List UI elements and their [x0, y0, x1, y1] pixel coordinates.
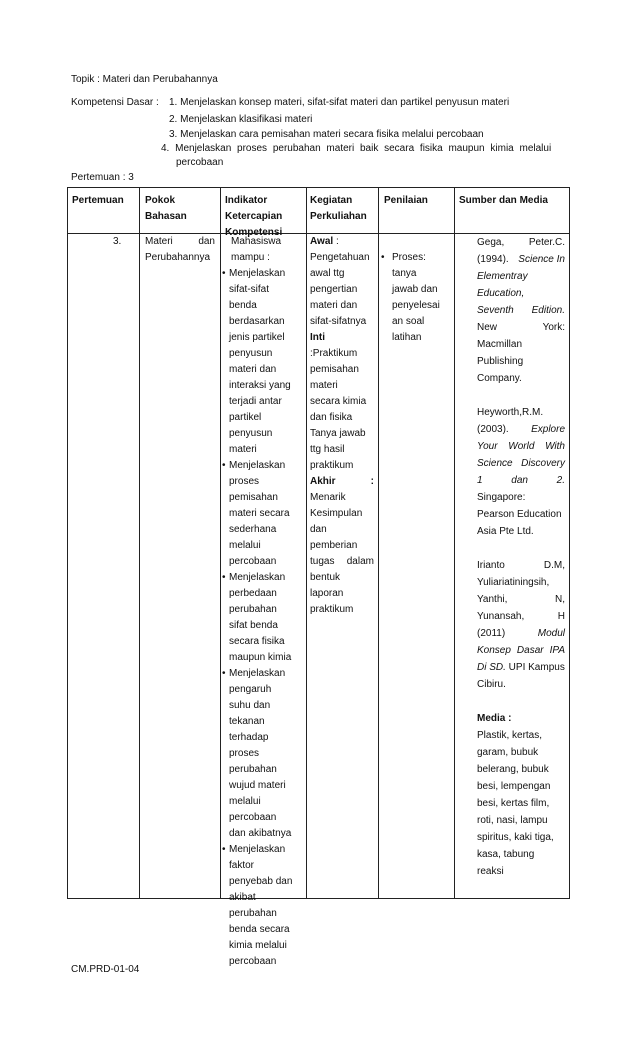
footer-code: CM.PRD-01-04 [71, 964, 140, 975]
media-line: spiritus, kaki tiga, [477, 832, 554, 843]
topic-line: Topik : Materi dan Perubahannya [71, 74, 218, 85]
indikator-line: terhadap [229, 732, 269, 743]
kegiatan-line: sifat-sifatnya [310, 316, 367, 327]
bullet-icon: • [222, 268, 226, 279]
kegiatan-line: praktikum [310, 460, 354, 471]
bullet-icon: • [222, 668, 226, 679]
kegiatan-line: dan [310, 524, 327, 535]
indikator-line: maupun kimia [229, 652, 292, 663]
header-pokok: Pokok Bahasan [145, 195, 187, 222]
bullet-icon: • [222, 572, 226, 583]
kegiatan-line: pemberian [310, 540, 358, 551]
indikator-line: partikel [229, 412, 262, 423]
penilaian-line: latihan [392, 332, 422, 343]
bullet-icon: • [381, 252, 385, 263]
kegiatan-line: pengertian [310, 284, 358, 295]
kegiatan-line: ttg hasil [310, 444, 345, 455]
row-sumber-media: Gega, Peter.C. (1994). Science In Elementray Education, Seventh Edition. New York: Macmillan Publishing Company. Heyworth,R.M. (2003). Explore Your World With Science Discovery 1 dan 2. Singapore: Pearson Education Asia Pte Ltd. Irianto D.M, Yuliariatiningsih, Yanthi, N, Yunansah, H (2011) Modul Konsep Dasar IPA Di SD. UPI Kampus Cibiru. Media : Plastik, kertas, garam, bubuk belerang, bubuk besi, lempengan besi, kertas film, roti, nasi, lampu spiritus, kaki tiga, kasa, tabung reaksi [477, 234, 565, 880]
indikator-line: jenis partikel [229, 332, 285, 343]
header-indikator: Indikator Ketercapian Kompetensi [225, 195, 283, 238]
media-line: belerang, bubuk [477, 764, 549, 775]
kegiatan-line: Kesimpulan [310, 508, 363, 519]
indikator-line: interaksi yang [229, 380, 291, 391]
media-line: Plastik, kertas, [477, 730, 543, 741]
indikator-line: berdasarkan [229, 316, 285, 327]
kompetensi-item-4-cont: percobaan [176, 157, 224, 168]
indikator-line: • Menjelaskan [222, 666, 305, 682]
media-line: garam, bubuk [477, 747, 539, 758]
indikator-line: percobaan [229, 556, 277, 567]
indikator-line: wujud materi [229, 780, 286, 791]
indikator-line: percobaan [229, 812, 277, 823]
penilaian-line: jawab dan [392, 284, 438, 295]
indikator-line: pengaruh [229, 684, 272, 695]
media-line: besi, kertas film, [477, 798, 550, 809]
kegiatan-line: secara kimia [310, 396, 367, 407]
row-pokok-bahasan: Materi dan Perubahannya [145, 236, 215, 263]
col-divider-1 [139, 188, 140, 898]
pertemuan-line: Pertemuan : 3 [71, 172, 134, 183]
indikator-line: sederhana [229, 524, 277, 535]
kegiatan-line: materi [310, 380, 338, 391]
kegiatan-line: Pengetahuan [310, 252, 370, 263]
indikator-line: benda [229, 300, 257, 311]
indikator-list [222, 266, 305, 970]
indikator-line: materi secara [229, 508, 290, 519]
indikator-line: melalui [229, 796, 261, 807]
row-pertemuan-value: 3. [113, 236, 122, 247]
indikator-line: tekanan [229, 716, 265, 727]
media-line: reaksi [477, 866, 504, 877]
kegiatan-line: Tanya jawab [310, 428, 366, 439]
kompetensi-item-2: 2. Menjelaskan klasifikasi materi [169, 114, 313, 125]
indikator-line: penyusun [229, 428, 273, 439]
kegiatan-line: bentuk [310, 572, 341, 583]
kompetensi-item-1: 1. Menjelaskan konsep materi, sifat-sifat materi dan partikel penyusun materi [169, 97, 510, 108]
indikator-line: melalui [229, 540, 261, 551]
indikator-line: kimia melalui [229, 940, 287, 951]
row-penilaian: • Proses: tanya jawab dan penyelesai an soal latihan [381, 250, 451, 346]
kegiatan-line: dan fisika [310, 412, 353, 423]
indikator-line: penyebab dan [229, 876, 293, 887]
col-divider-2 [220, 188, 221, 898]
kegiatan-line: praktikum [310, 604, 354, 615]
indikator-line: • Menjelaskan [222, 458, 305, 474]
kompetensi-item-4: 4. Menjelaskan proses perubahan materi baik secara fisika maupun kimia melalui [161, 143, 552, 154]
indikator-line: proses [229, 476, 260, 487]
penilaian-line: tanya [392, 268, 417, 279]
indikator-line: secara fisika [229, 636, 285, 647]
indikator-line: • Menjelaskan [222, 266, 305, 282]
col-divider-3 [306, 188, 307, 898]
indikator-line: sifat-sifat [229, 284, 270, 295]
indikator-line: akibat [229, 892, 256, 903]
indikator-line: faktor [229, 860, 255, 871]
indikator-line: perubahan [229, 764, 277, 775]
header-sumber: Sumber dan Media [459, 195, 548, 206]
row-indikator: Mahasiswa mampu : • Menjelaskan sifat-sifat benda berdasarkan jenis partikel penyusun materi dan interaksi yang terjadi antar partikel penyusun materi • Menjelaskan proses pemisahan materi secara sederhana melalui percobaan • Menjelaskan perbedaan perubahan sifat benda secara fisika maupun kimia • Menjelaskan pengaruh suhu dan tekanan terhadap proses perubahan wujud materi melalui percobaan dan akibatnya • Menjelaskan faktor penyebab dan akibat perubahan benda secara kimia melalui percobaan [222, 234, 305, 970]
indikator-line: • Menjelaskan [222, 842, 305, 858]
indikator-line: sifat benda [229, 620, 278, 631]
kompetensi-item-3: 3. Menjelaskan cara pemisahan materi secara fisika melalui percobaan [169, 129, 484, 140]
media-line: besi, lempengan [477, 781, 551, 792]
media-line: roti, nasi, lampu [477, 815, 548, 826]
indikator-line: materi dan [229, 364, 277, 375]
kegiatan-line: pemisahan [310, 364, 359, 375]
indikator-line: dan akibatnya [229, 828, 292, 839]
indikator-line: perubahan [229, 908, 277, 919]
kegiatan-line: materi dan [310, 300, 358, 311]
indikator-line: materi [229, 444, 257, 455]
indikator-line: perubahan [229, 604, 277, 615]
lesson-plan-table [67, 187, 570, 967]
indikator-line: pemisahan [229, 492, 278, 503]
header-kegiatan: Kegiatan Perkuliahan [310, 195, 367, 222]
penilaian-line: penyelesai [392, 300, 440, 311]
media-line: kasa, tabung [477, 849, 535, 860]
indikator-line: terjadi antar [229, 396, 282, 407]
kegiatan-line: Menarik [310, 492, 346, 503]
kegiatan-line: awal ttg [310, 268, 345, 279]
indikator-line: • Menjelaskan [222, 570, 305, 586]
kompetensi-label: Kompetensi Dasar : [71, 97, 159, 108]
header-penilaian: Penilaian [384, 195, 428, 206]
indikator-line: percobaan [229, 956, 277, 967]
header-pertemuan: Pertemuan [72, 195, 124, 206]
indikator-line: proses [229, 748, 260, 759]
col-divider-4 [378, 188, 379, 898]
bullet-icon: • [222, 460, 226, 471]
indikator-line: suhu dan [229, 700, 271, 711]
penilaian-line: an soal [392, 316, 425, 327]
col-divider-5 [454, 188, 455, 898]
row-kegiatan: Awal : Pengetahuan awal ttg pengertian materi dan sifat-sifatnya Inti :Praktikum pemisahan materi secara kimia dan fisika Tanya jawab ttg hasil praktikum Akhir : Menarik Kesimpulan dan pemberian tugas dalam bentuk laporan praktikum [310, 234, 374, 618]
indikator-line: penyusun [229, 348, 273, 359]
kegiatan-line: laporan [310, 588, 344, 599]
indikator-line: perbedaan [229, 588, 277, 599]
indikator-line: benda secara [229, 924, 290, 935]
bullet-icon: • [222, 844, 226, 855]
